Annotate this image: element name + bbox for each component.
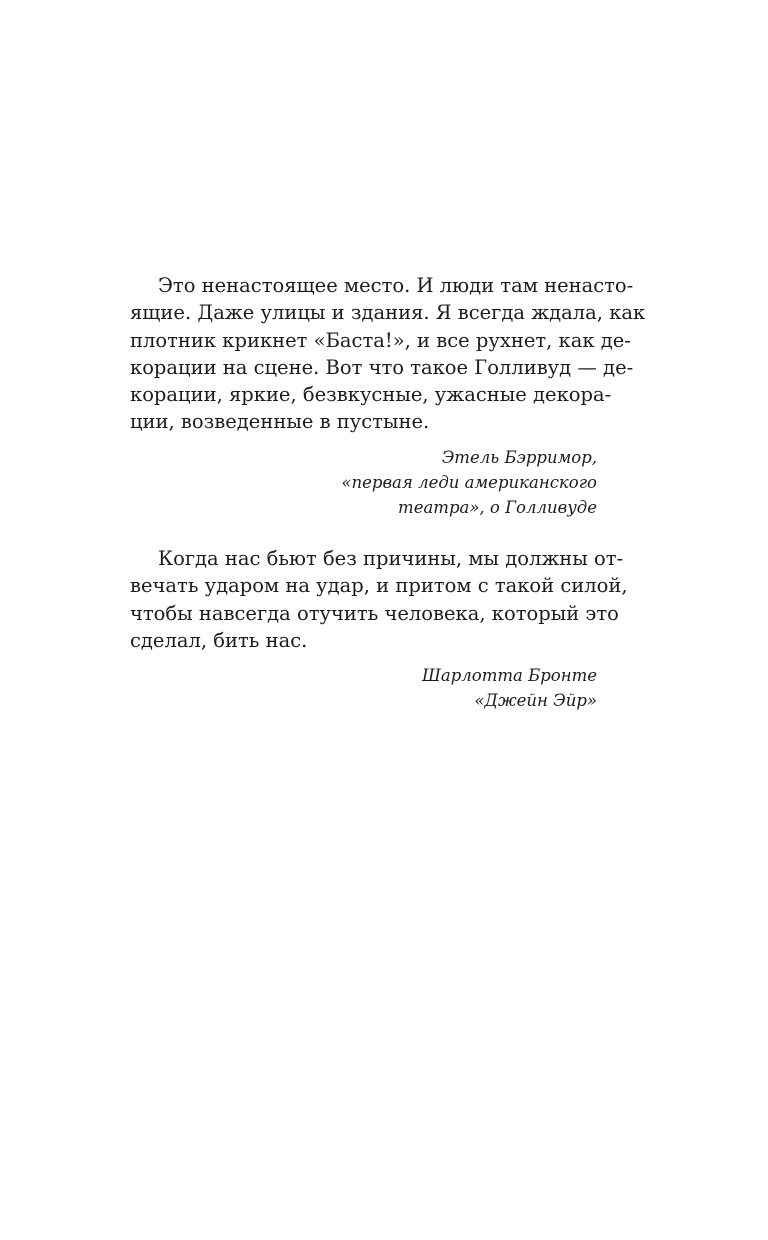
- epigraph-jane-eyre: [130, 545, 628, 713]
- quote-line: ящие. Даже улицы и здания. Я всегда ждала, как: [130, 301, 646, 325]
- quote-line: Когда нас бьют без причины, мы должны от-: [158, 547, 624, 570]
- epigraph-hollywood: [130, 272, 646, 520]
- quote-attribution: [130, 663, 597, 713]
- attribution-line: «первая леди американского: [341, 472, 597, 492]
- quote-text: [130, 545, 628, 654]
- quote-line: плотник крикнет «Баста!», и все рухнет, как де-: [130, 328, 631, 352]
- quote-text: [130, 272, 646, 436]
- quote-attribution: [130, 445, 597, 520]
- quote-line: вечать ударом на удар, и притом с такой силой,: [130, 574, 628, 598]
- quote-line: корации на сцене. Вот что такое Голливуд — де-: [130, 355, 634, 379]
- attribution-line: «Джейн Эйр»: [474, 691, 597, 711]
- quote-line: Это ненастоящее место. И люди там ненасто-: [158, 274, 634, 297]
- quote-line: сделал, бить нас.: [130, 628, 308, 652]
- quote-line: корации, яркие, безвкусные, ужасные декора-: [130, 383, 612, 407]
- attribution-line: театра», о Голливуде: [398, 497, 597, 517]
- attribution-line: Шарлотта Бронте: [422, 666, 597, 686]
- quote-line: ции, возведенные в пустыне.: [130, 410, 430, 434]
- attribution-line: Этель Бэрримор,: [441, 447, 597, 467]
- quote-line: чтобы навсегда отучить человека, который это: [130, 601, 619, 625]
